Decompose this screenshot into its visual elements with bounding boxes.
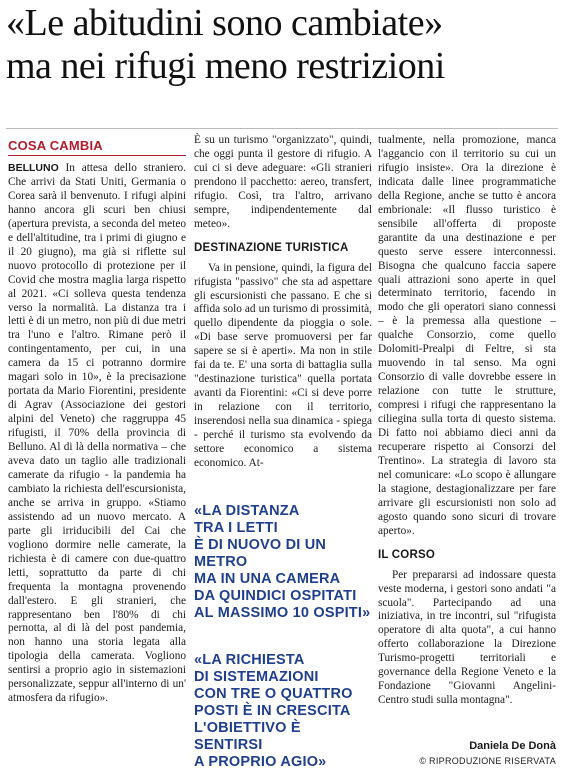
pull-quote-2: [194, 652, 372, 771]
pull-quote-line: «LA DISTANZA: [194, 503, 300, 519]
paragraph: Per prepararsi ad indossare questa veste moderna, i gestori sono andati "a scuola". Partecipando ad una iniziativa, in tre incontri, sul "rifugista operatore di alta quota", a cui hanno offerto collaborazione la Direzione Turismo-progetti territoriali e governance della Regione Veneto e la Fondazione "Giovanni Angelini-Centro studi sulla montagna".: [378, 568, 556, 707]
pull-quote-line: L'OBIETTIVO È SENTIRSI: [194, 720, 301, 753]
article-column-2: [194, 134, 372, 471]
pull-quote-line: DI SISTEMAZIONI: [194, 669, 319, 685]
section-label: COSA CAMBIA: [8, 138, 186, 156]
pull-quote-line: TRA I LETTI: [194, 520, 278, 536]
headline-line-1: «Le abitudini sono cambiate»: [6, 2, 443, 44]
dateline: BELLUNO: [8, 162, 59, 174]
article-column-1: [8, 162, 186, 706]
pull-quote-line: È DI NUOVO DI UN METRO: [194, 537, 327, 570]
copyright-notice: © RIPRODUZIONE RISERVATA: [419, 756, 556, 766]
subhead: DESTINAZIONE TURISTICA: [194, 241, 349, 254]
byline: Daniela De Donà: [469, 740, 556, 752]
pull-quote-line: AL MASSIMO 10 OSPITI»: [194, 605, 371, 621]
headline-line-2: ma nei rifugi meno restrizioni: [6, 45, 445, 87]
pull-quote-line: POSTI È IN CRESCITA: [194, 703, 351, 719]
pull-quote-line: A PROPRIO AGIO»: [194, 754, 327, 770]
pull-quote-line: MA IN UNA CAMERA: [194, 571, 341, 587]
paragraph-text: In attesa dello straniero. Che arrivi da Stati Uniti, Germania o Corea sarà il benvenuto. I rifugi alpini hanno ancora gli scuri ben chiusi (apertura prevista, a seconda del meteo e dell'altitudine, tra i primi di giugno e il 20 giugno), ma già si riflette sul nuovo protocollo di protezione per il Covid che mostra maglia larga rispetto al 2021. «Ci solleva questa tendenza verso la normalità. La distanza tra i letti è di un metro, non più di due metri tra l'uno e l'altro. Rimane però il contingentamento, per cui, in una camera da 15 ci potranno dormire magari solo in 10», è la precisazione portata da Mario Fiorentini, presidente di Agrav (Associazione dei gestori alpini del Veneto) che raggruppa 45 rifugisti, il 70% della provincia di Belluno. Al di là della normativa – che aveva dato un taglio alle tradizionali camerate da rifugio - la pandemia ha cambiato la richiesta dell'escursionista, anche se arriva in gruppo. «Stiamo assistendo ad un nuovo mercato. A parte gli irriducibili del Cai che vogliono dormire nelle camerate, la richiesta è di camere con due-quattro letti, soprattutto da parte di chi frequenta la montagna provenendo dall'estero. E gli stranieri, che rappresentano ben l'80% di chi pernotta, al di là del post pandemia, non hanno una storia legata alla tipologia della camerata. Vogliono sentirsi a proprio agio in sistemazioni personalizzate, seppur all'interno di un' atmosfera da rifugio».: [8, 162, 186, 705]
pull-quote-line: CON TRE O QUATTRO: [194, 686, 353, 702]
subhead: IL CORSO: [378, 548, 435, 561]
paragraph: [8, 162, 186, 706]
headline: [6, 2, 562, 88]
pull-quote-line: «LA RICHIESTA: [194, 652, 305, 668]
article-column-3: [378, 134, 556, 708]
pull-quote-line: DA QUINDICI OSPITATI: [194, 588, 357, 604]
paragraph: Va in pensione, quindi, la figura del rifugista "passivo" che sta ad aspettare gli escursionisti che passano. E che si affida solo ad un turismo di prossimità, quello dipendente da pioggia o sole. «Di base serve promuoversi per far sapere se si è aperti». Ma non in stile fai da te. E' una sorta di battaglia sulla "destinazione turistica" quella portata avanti da Fiorentini: «Ci si deve porre in relazione con il territorio, inserendosi nella sua dinamica - spiega - perché il turismo sta evolvendo da settore economico a sistema economico. At-: [194, 261, 372, 469]
paragraph: È su un turismo "organizzato", quindi, che oggi punta il gestore di rifugio. A cui ci si deve adeguare: «Gli stranieri prendono il pacchetto: aereo, transfert, rifugio. Così, tra l'altro, arrivano sempre, indipendentemente dal meteo».: [194, 134, 372, 230]
paragraph: tualmente, nella promozione, manca l'aggancio con il territorio su cui un rifugio insiste». Ora la direzione è indicata dalle linee programmatiche della Regione, anche se tutto è ancora embrionale: «Il flusso turistico è sensibile all'offerta di proposte garantite da una destinazione e per questo serve essere interconnessi. Bisogna che qualcuno faccia sapere quali attrazioni sono aperte in quel determinato territorio, facendo in modo che gli operatori siano connessi – è la premessa alla questione – qualche Consorzio, come quello Dolomiti-Prealpi di Feltre, si sta muovendo in tal senso. Ma ogni Consorzio di valle dovrebbe essere in relazione con tutte le strutture, compresi i rifugi che rappresentano la ciliegina sulla torta di questo sistema. Di fatto noi abbiamo dieci anni da recuperare rispetto ai Consorzi del Trentino». La strategia di lavoro sta nel comunicare: «Lo scopo è allungare la stagione, destagionalizzare per fare arrivare gli escursionisti non solo ad agosto quando sono sicuri di trovare aperto».: [378, 134, 556, 537]
pull-quote-1: [194, 503, 372, 622]
divider: [6, 128, 558, 129]
